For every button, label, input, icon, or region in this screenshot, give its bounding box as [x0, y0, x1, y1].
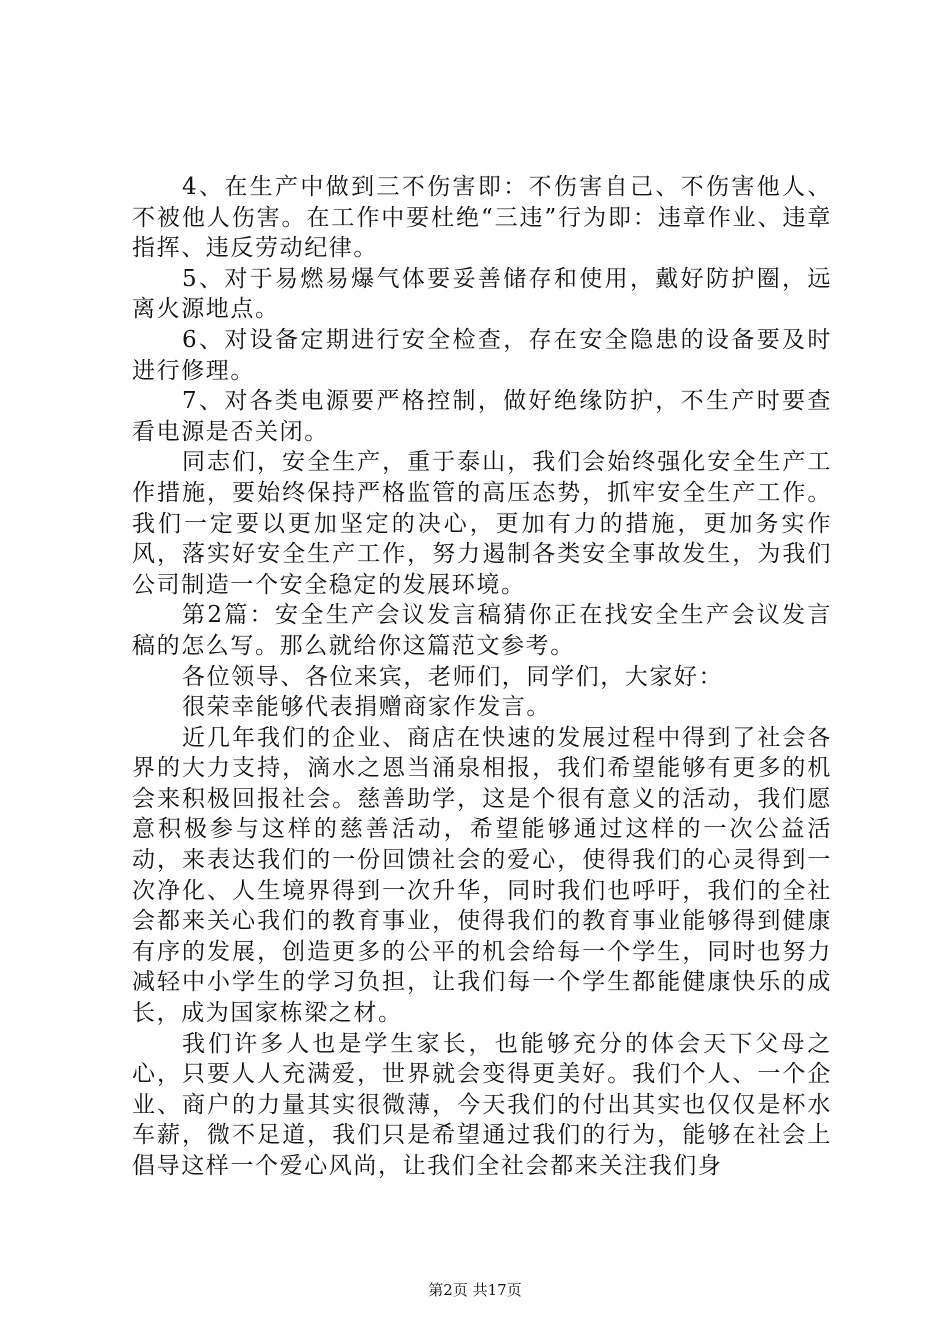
paragraph-item-6: 6、对设备定期进行安全检查，存在安全隐患的设备要及时进行修理。: [132, 326, 832, 384]
paragraph-comrades: 同志们，安全生产，重于泰山，我们会始终强化安全生产工作措施，要始终保持严格监管的高压态势，抓牢安全生产工作。我们一定要以更加坚定的决心，更加有力的措施，更加务实作风，落实好安全生产工作，努力遏制各类安全事故发生，为我们公司制造一个安全稳定的发展环境。: [132, 449, 832, 598]
document-body: [132, 172, 832, 1182]
page-number-footer: 第2页 共17页: [428, 1281, 522, 1299]
paragraph-recent-years: 近几年我们的企业、商店在快速的发展过程中得到了社会各界的大力支持，滴水之恩当涌泉相报，我们希望能够有更多的机会来积极回报社会。慈善助学，这是个很有意义的活动，我们愿意积极参与这样的慈善活动，希望能够通过这样的一次公益活动，来表达我们的一份回馈社会的爱心，使得我们的心灵得到一次净化、人生境界得到一次升华，同时我们也呼吁，我们的全社会都来关心我们的教育事业，使得我们的教育事业能够得到健康有序的发展，创造更多的公平的机会给每一个学生，同时也努力减轻中小学生的学习负担，让我们每一个学生都能健康快乐的成长，成为国家栋梁之材。: [132, 724, 832, 1027]
paragraph-item-4: 4、在生产中做到三不伤害即：不伤害自己、不伤害他人、不被他人伤害。在工作中要杜绝“三违”行为即：违章作业、违章指挥、违反劳动纪律。: [132, 174, 832, 262]
paragraph-greeting: 各位领导、各位来宾，老师们，同学们，大家好：: [182, 663, 724, 690]
paragraph-parents: 我们许多人也是学生家长，也能够充分的体会天下父母之心，只要人人充满爱，世界就会变得更美好。我们个人、一个企业、商户的力量其实很微薄，今天我们的付出其实也仅仅是杯水车薪，微不足道，我们只是希望通过我们的行为，能够在社会上倡导这样一个爱心风尚，让我们全社会都来关注我们身: [132, 1030, 832, 1179]
paragraph-article-2-heading: 第2篇：安全生产会议发言稿猜你正在找安全生产会议发言稿的怎么写。那么就给你这篇范文参考。: [132, 602, 832, 659]
paragraph-item-7: 7、对各类电源要严格控制，做好绝缘防护，不生产时要查看电源是否关闭。: [132, 388, 832, 445]
paragraph-honor: 很荣幸能够代表捐赠商家作发言。: [182, 694, 551, 721]
paragraph-item-5: 5、对于易燃易爆气体要妥善储存和使用，戴好防护圈，远离火源地点。: [132, 265, 832, 323]
